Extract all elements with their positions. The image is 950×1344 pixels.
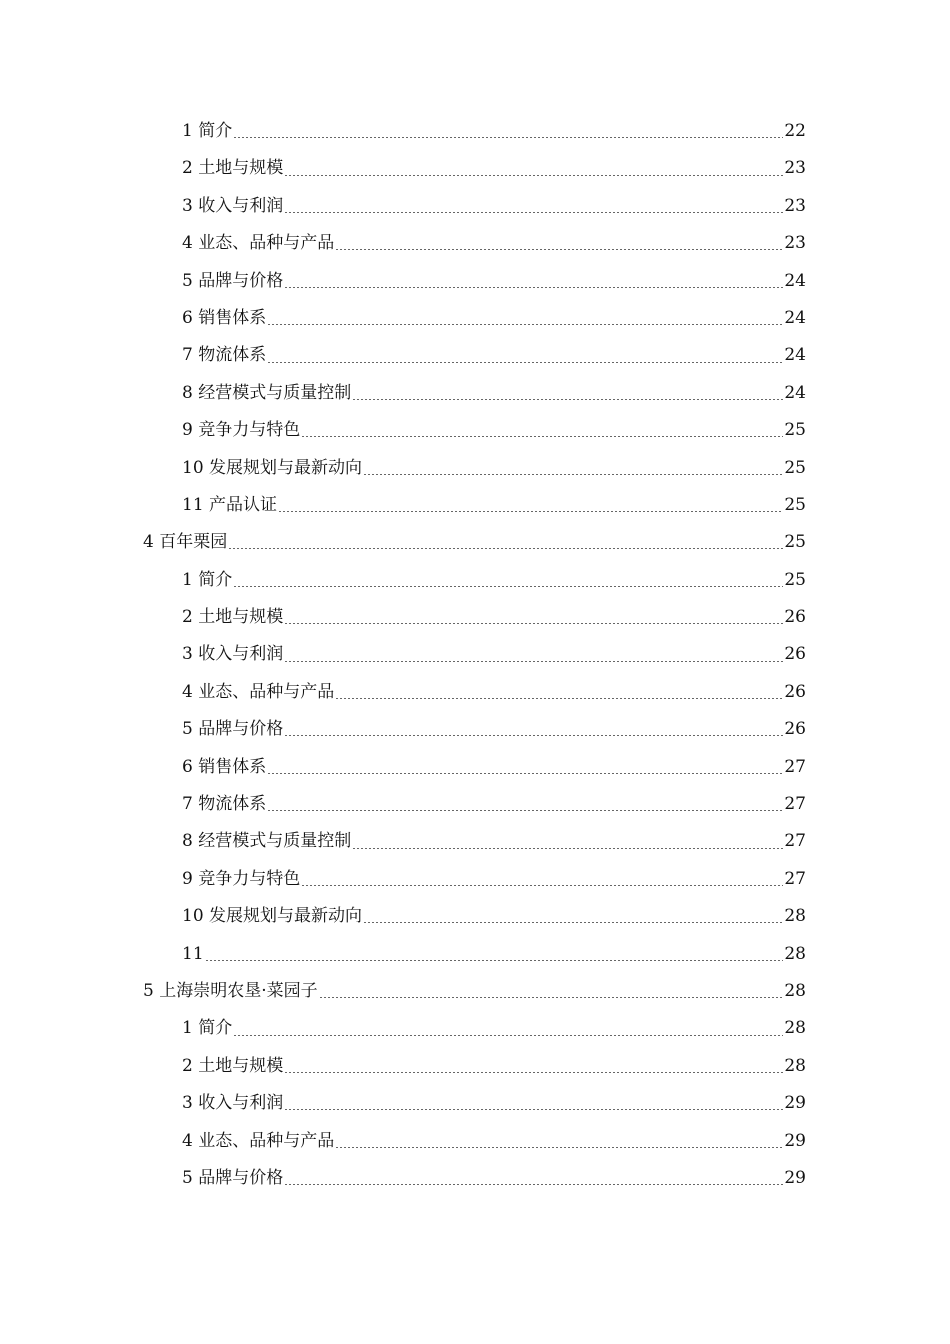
dot-leader xyxy=(267,362,783,363)
toc-entry-page-number: 28 xyxy=(784,980,806,1001)
toc-entry-page-number: 24 xyxy=(784,307,806,328)
toc-entry[interactable] xyxy=(0,412,950,449)
toc-entry-label: 5 品牌与价格 xyxy=(182,270,284,291)
dot-leader xyxy=(301,436,783,437)
toc-entry-page-number: 28 xyxy=(784,943,806,964)
dot-leader xyxy=(352,399,783,400)
toc-entry[interactable] xyxy=(0,225,950,262)
toc-entry[interactable] xyxy=(0,300,950,337)
toc-entry-label: 5 品牌与价格 xyxy=(182,719,284,740)
dot-leader xyxy=(335,1147,783,1148)
toc-entry[interactable] xyxy=(0,1085,950,1122)
dot-leader xyxy=(233,586,783,587)
dot-leader xyxy=(335,698,783,699)
dot-leader xyxy=(363,474,783,475)
toc-entry-page-number: 23 xyxy=(784,195,806,216)
dot-leader xyxy=(267,810,783,811)
toc-entry[interactable] xyxy=(0,749,950,786)
toc-entry-label: 2 土地与规模 xyxy=(182,607,284,628)
toc-entry-label: 8 经营模式与质量控制 xyxy=(182,831,352,852)
toc-entry-page-number: 28 xyxy=(784,1055,806,1076)
toc-entry-label: 11 xyxy=(182,943,204,964)
toc-entry-label: 9 竞争力与特色 xyxy=(182,868,301,889)
toc-entry-label: 1 简介 xyxy=(182,121,233,141)
toc-entry[interactable] xyxy=(0,113,950,150)
toc-entry[interactable] xyxy=(0,263,950,300)
toc-entry-page-number: 28 xyxy=(784,906,806,927)
toc-entry-page-number: 29 xyxy=(784,1093,806,1114)
toc-entry-label: 4 百年栗园 xyxy=(143,532,228,553)
dot-leader xyxy=(284,1109,783,1110)
toc-entry-label: 5 上海崇明农垦·菜园子 xyxy=(143,980,318,1001)
toc-entry[interactable] xyxy=(0,150,950,187)
toc-entry-label: 10 发展规划与最新动向 xyxy=(182,457,363,478)
toc-entry-label: 11 产品认证 xyxy=(182,494,278,515)
toc-entry-page-number: 27 xyxy=(784,831,806,852)
table-of-contents xyxy=(0,113,950,1197)
dot-leader xyxy=(205,960,783,961)
toc-entry-label: 3 收入与利润 xyxy=(182,195,284,216)
toc-entry-label: 2 土地与规模 xyxy=(182,158,284,179)
dot-leader xyxy=(233,1035,783,1036)
dot-leader xyxy=(363,922,783,923)
toc-entry-page-number: 29 xyxy=(784,1130,806,1151)
dot-leader xyxy=(228,548,783,549)
dot-leader xyxy=(301,885,783,886)
toc-entry-page-number: 26 xyxy=(784,719,806,740)
toc-entry[interactable] xyxy=(0,1048,950,1085)
toc-entry[interactable] xyxy=(0,973,950,1010)
toc-entry[interactable] xyxy=(0,636,950,673)
toc-entry-page-number: 22 xyxy=(784,121,806,141)
toc-entry-label: 10 发展规划与最新动向 xyxy=(182,906,363,927)
toc-entry-page-number: 26 xyxy=(784,681,806,702)
dot-leader xyxy=(284,212,783,213)
toc-entry[interactable] xyxy=(0,1123,950,1160)
dot-leader xyxy=(352,848,783,849)
toc-entry-page-number: 29 xyxy=(784,1167,806,1188)
toc-entry-label: 8 经营模式与质量控制 xyxy=(182,382,352,403)
toc-entry-label: 3 收入与利润 xyxy=(182,644,284,665)
toc-entry[interactable] xyxy=(0,823,950,860)
toc-entry-page-number: 24 xyxy=(784,270,806,291)
dot-leader xyxy=(267,324,783,325)
toc-entry-page-number: 25 xyxy=(784,457,806,478)
toc-entry[interactable] xyxy=(0,1010,950,1047)
toc-entry[interactable] xyxy=(0,1160,950,1197)
toc-entry-page-number: 27 xyxy=(784,756,806,777)
dot-leader xyxy=(284,735,783,736)
dot-leader xyxy=(284,1184,783,1185)
toc-entry-page-number: 24 xyxy=(784,382,806,403)
dot-leader xyxy=(335,249,783,250)
dot-leader xyxy=(267,773,783,774)
toc-entry-label: 1 简介 xyxy=(182,1018,233,1039)
toc-entry-page-number: 23 xyxy=(784,158,806,179)
toc-entry-label: 4 业态、品种与产品 xyxy=(182,681,335,702)
toc-entry-label: 7 物流体系 xyxy=(182,794,267,815)
toc-entry-page-number: 25 xyxy=(784,420,806,441)
toc-entry-page-number: 25 xyxy=(784,494,806,515)
toc-entry[interactable] xyxy=(0,786,950,823)
toc-entry-page-number: 24 xyxy=(784,345,806,366)
toc-entry-page-number: 25 xyxy=(784,569,806,590)
toc-entry-label: 4 业态、品种与产品 xyxy=(182,233,335,254)
toc-entry-label: 7 物流体系 xyxy=(182,345,267,366)
dot-leader xyxy=(284,1072,783,1073)
toc-entry-page-number: 28 xyxy=(784,1018,806,1039)
toc-entry[interactable] xyxy=(0,936,950,973)
toc-entry[interactable] xyxy=(0,562,950,599)
toc-entry-page-number: 26 xyxy=(784,644,806,665)
toc-entry-label: 6 销售体系 xyxy=(182,307,267,328)
toc-entry-label: 1 简介 xyxy=(182,569,233,590)
toc-entry-page-number: 26 xyxy=(784,607,806,628)
toc-entry[interactable] xyxy=(0,337,950,374)
dot-leader xyxy=(284,175,783,176)
dot-leader xyxy=(284,623,783,624)
toc-entry-label: 9 竞争力与特色 xyxy=(182,420,301,441)
toc-entry[interactable] xyxy=(0,674,950,711)
toc-entry-page-number: 27 xyxy=(784,794,806,815)
toc-entry-label: 5 品牌与价格 xyxy=(182,1167,284,1188)
toc-entry-label: 2 土地与规模 xyxy=(182,1055,284,1076)
dot-leader xyxy=(284,287,783,288)
toc-entry-page-number: 23 xyxy=(784,233,806,254)
toc-entry-label: 6 销售体系 xyxy=(182,756,267,777)
toc-entry-label: 4 业态、品种与产品 xyxy=(182,1130,335,1151)
toc-entry[interactable] xyxy=(0,375,950,412)
toc-entry[interactable] xyxy=(0,898,950,935)
dot-leader xyxy=(233,137,783,138)
toc-entry[interactable] xyxy=(0,711,950,748)
dot-leader xyxy=(278,511,783,512)
toc-entry-page-number: 27 xyxy=(784,868,806,889)
toc-entry-page-number: 25 xyxy=(784,532,806,553)
toc-entry[interactable] xyxy=(0,487,950,524)
toc-entry[interactable] xyxy=(0,861,950,898)
dot-leader xyxy=(284,661,783,662)
dot-leader xyxy=(319,997,783,998)
toc-entry-label: 3 收入与利润 xyxy=(182,1093,284,1114)
toc-entry[interactable] xyxy=(0,188,950,225)
toc-entry[interactable] xyxy=(0,524,950,561)
toc-entry[interactable] xyxy=(0,599,950,636)
toc-entry[interactable] xyxy=(0,450,950,487)
